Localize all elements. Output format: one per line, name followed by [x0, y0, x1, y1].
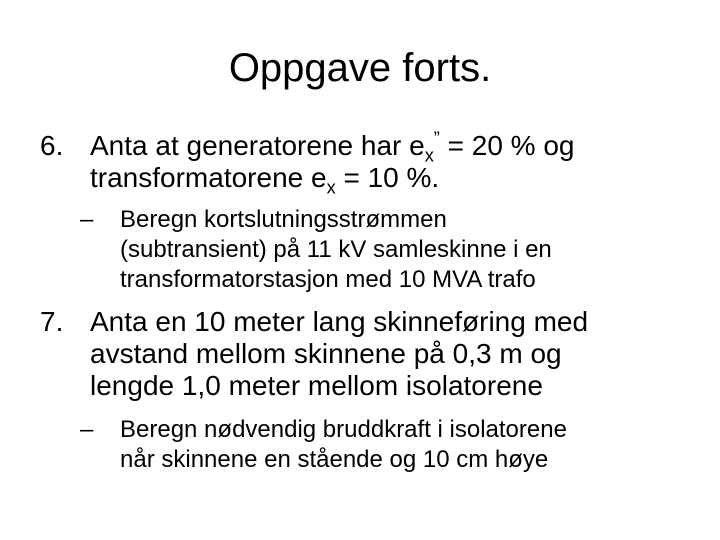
slide-title: Oppgave forts. [228, 46, 492, 90]
sub-item-text [120, 205, 680, 295]
sub-line: Beregn nødvendig bruddkraft i isolatorene [120, 416, 567, 443]
sub-line: når skinnene en stående og 10 cm høye [120, 446, 549, 473]
sub-line: Beregn kortslutningsstrømmen [120, 206, 447, 233]
sub-item-7 [80, 415, 680, 475]
sub-line: (subtransient) på 11 kV samleskinne i en [120, 236, 552, 263]
sub-item-text [120, 415, 680, 475]
item-number: 6. [40, 130, 64, 161]
list-item-7 [40, 306, 700, 402]
item-text [90, 306, 700, 402]
sub-item-6 [80, 205, 680, 295]
subscript-x: x [326, 177, 336, 198]
item-text [90, 128, 700, 198]
item-number: 7. [40, 306, 64, 337]
item-line: transformatorene $e_x = 10$ %. [90, 162, 440, 198]
list-item-6 [40, 128, 700, 198]
item-line: lengde 1,0 meter mellom isolatorene [90, 370, 543, 401]
item-line: avstand mellom skinnene på 0,3 m og [90, 338, 562, 369]
subscript-x: x [424, 145, 434, 166]
item-line: Anta at generatorene har $e_x^” = 20$ % og [90, 128, 575, 166]
item-line: Anta en 10 meter lang skinneføring med [90, 306, 589, 337]
dash-bullet: – [80, 416, 94, 443]
dash-bullet: – [80, 206, 94, 233]
sub-line: transformatorstasjon med 10 MVA trafo [120, 266, 536, 293]
superscript-double-prime: ” [433, 128, 440, 149]
